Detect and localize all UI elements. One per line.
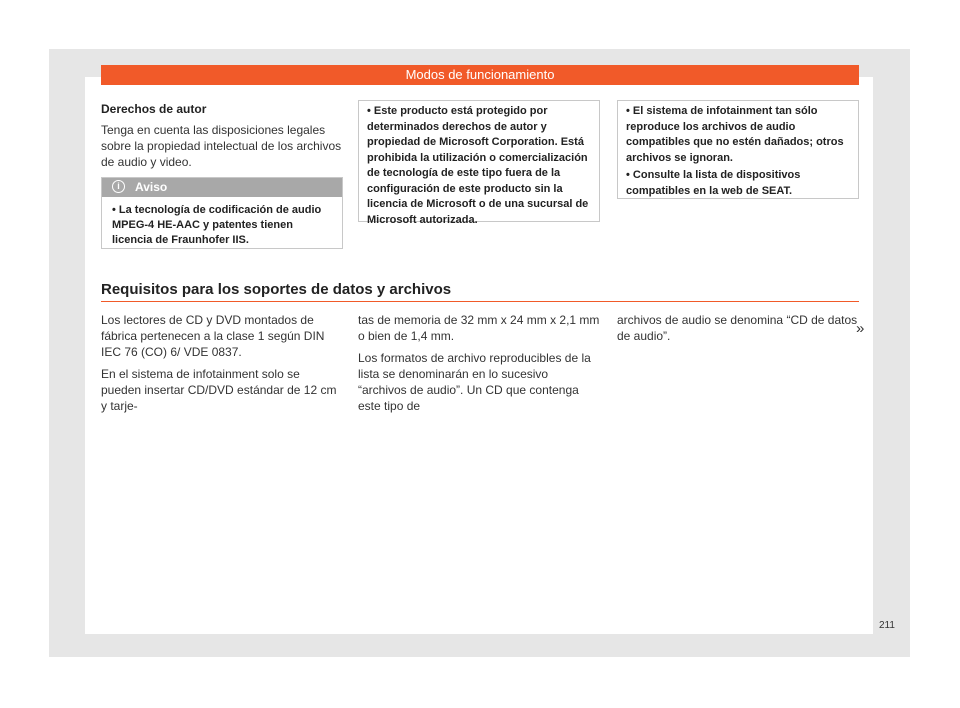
page-number: 211 <box>879 620 895 631</box>
page-header-title: Modos de funcionamiento <box>101 65 859 85</box>
notice-text: • La tecnología de codificación de audio MPEG-4 HE-AAC y patentes tienen licencia de Fraunhofer IIS. <box>112 204 322 246</box>
section-col2-paragraph-2: Los formatos de archivo reproducibles de la lista se denominarán en lo sucesivo “archivos de audio”. Un CD que contenga este tipo de <box>358 351 591 413</box>
copyright-heading: Derechos de autor <box>101 102 207 116</box>
continue-mark: » <box>856 320 865 337</box>
microsoft-notice-text: • Este producto está protegido por determinados derechos de autor y propiedad de Microsoft Corporation. Está prohibida la utilización o comercialización de tecnología de este tipo fuera de la configuración de este producto sin la licencia de Microsoft o de una sucursal de Microsoft autorizada. <box>367 105 589 226</box>
compatibility-notice-box <box>617 100 859 199</box>
notice-box <box>101 177 343 249</box>
left-column <box>101 101 343 176</box>
section-title: Requisitos para los soportes de datos y archivos <box>101 281 859 302</box>
info-icon: i <box>112 180 125 193</box>
copyright-paragraph: Tenga en cuenta las disposiciones legales sobre la propiedad intelectual de los archivos de audio y video. <box>101 123 342 169</box>
compatibility-item-1: • El sistema de infotainment tan sólo reproduce los archivos de audio compatibles que no estén dañados; otros archivos se ignoran. <box>626 105 844 164</box>
section-column-3 <box>617 312 859 350</box>
notice-header <box>102 178 342 197</box>
compatibility-item-2: • Consulte la lista de dispositivos compatibles en la web de SEAT. <box>626 169 801 197</box>
section-col2-paragraph-1: tas de memoria de 32 mm x 24 mm x 2,1 mm o bien de 1,4 mm. <box>358 313 600 343</box>
section-col3-paragraph-1: archivos de audio se denomina “CD de datos de audio”. <box>617 313 858 343</box>
section-col1-paragraph-1: Los lectores de CD y DVD montados de fábrica pertenecen a la clase 1 según DIN IEC 76 (CO) 6/ VDE 0837. <box>101 313 325 359</box>
microsoft-notice-box <box>358 100 600 226</box>
section-col1-paragraph-2: En el sistema de infotainment solo se pueden insertar CD/DVD estándar de 12 cm y tarje- <box>101 367 337 413</box>
section-column-1 <box>101 312 343 420</box>
section-column-2 <box>358 312 600 420</box>
notice-label: Aviso <box>135 180 168 194</box>
